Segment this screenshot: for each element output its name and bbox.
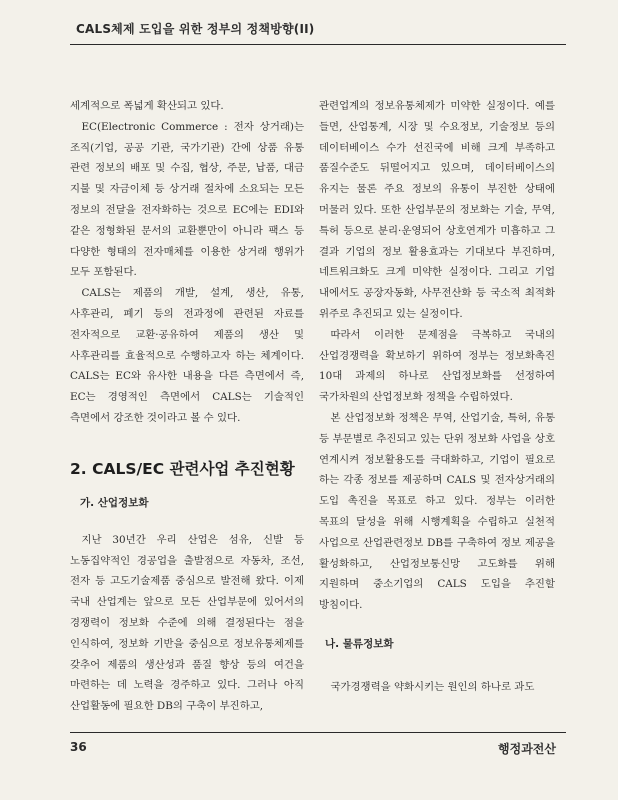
right-column	[319, 96, 555, 698]
paragraph: 세계적으로 폭넓게 확산되고 있다.	[70, 100, 224, 112]
subsection-title: 나. 물류정보화	[325, 637, 394, 650]
footer-rule	[70, 732, 566, 733]
left-column	[70, 96, 304, 717]
paragraph: 국가경쟁력을 약화시키는 원인의 하나로 과도	[330, 680, 535, 693]
subsection-title: 가. 산업정보화	[80, 496, 149, 509]
paragraph: 따라서 이러한 문제점을 극복하고 국내의 산업경쟁력을 확보하기 위하여 정부는 정보화촉진 10대 과제의 하나로 산업정보화를 선정하여 국가차원의 산업정보화 정책을 수립하였다.	[319, 328, 555, 404]
running-header: CALS체제 도입을 위한 정부의 정책방향(II)	[76, 22, 315, 36]
journal-name: 행정과전산	[498, 742, 556, 756]
page-number: 36	[70, 740, 87, 754]
paragraph: 관련업계의 정보유통체제가 미약한 실정이다. 예를 들면, 산업통계, 시장 및 수요정보, 기술정보 등의 데이터베이스 수가 선진국에 비해 크게 부족하고 품질수준도 뒤떨어지고 있으며, 데이터베이스의 유지는 물론 주요 정보의 유통이 부진한 상태에 머물러 있다. 또한 산업부문의 정보화는 기술, 무역, 특허 등으로 분리·운영되어 상호연계가 미흡하고 그 결과 기업의 정보 활용효과는 기대보다 부진하며, 네트워크화도 크게 미약한 실정이다. 그리고 기업 내에서도 공장자동화, 사무전산화 등 국소적 최적화 위주로 추진되고 있는 실정이다.	[319, 100, 555, 320]
paragraph: EC(Electronic Commerce : 전자 상거래)는 조직(기업, 공공 기관, 국가기관) 간에 상품 유통 관련 정보의 배포 및 수집, 협상, 주문, 납품, 대금 지불 및 자금이체 등 상거래 절차에 소요되는 모든 정보의 전달을 전자화하는 것으로 EC에는 EDI와 같은 정형화된 문서의 교환뿐만이 아니라 팩스 등 다양한 형태의 전자매체를 이용한 상거래 행위가 모두 포함된다.	[70, 120, 304, 279]
paragraph: 본 산업정보화 정책은 무역, 산업기술, 특허, 유통 등 부문별로 추진되고 있는 단위 정보화 사업을 상호 연계시켜 정보활용도를 극대화하고, 기업이 필요로 하는 각종 정보를 제공하며 CALS 및 전자상거래의 도입 촉진을 목표로 하고 있다. 정부는 이러한 목표의 달성을 위해 시행계획을 수립하고 실천적 사업으로 산업관련정보 DB를 구축하여 정보 제공을 활성화하고, 산업정보통신망 고도화를 위해 지원하며 중소기업의 CALS 도입을 추진할 방침이다.	[319, 411, 555, 612]
paragraph: CALS는 제품의 개발, 설계, 생산, 유통, 사후관리, 폐기 등의 전과정에 관련된 자료를 전자적으로 교환·공유하여 제품의 생산 및 사후관리를 효율적으로 수행하고자 하는 체계이다. CALS는 EC와 유사한 내용을 다른 측면에서 즉, EC는 경영적인 측면에서 CALS는 기술적인 측면에서 강조한 것이라고 볼 수 있다.	[70, 287, 304, 424]
section-title: 2. CALS/EC 관련사업 추진현황	[70, 459, 295, 478]
paragraph: 지난 30년간 우리 산업은 섬유, 신발 등 노동집약적인 경공업을 출발점으로 자동차, 조선, 전자 등 고도기술제품 중심으로 발전해 왔다. 이제 국내 산업계는 앞으로 모든 산업부문에 있어서의 경쟁력이 정보화 수준에 의해 결정된다는 점을 인식하여, 정보화 기반을 중심으로 정보유통체제를 갖추어 제품의 생산성과 품질 향상 등의 여건을 마련하는 데 노력을 경주하고 있다. 그러나 아직 산업활동에 필요한 DB의 구축이 부진하고,	[70, 533, 304, 713]
header-rule	[70, 44, 566, 45]
